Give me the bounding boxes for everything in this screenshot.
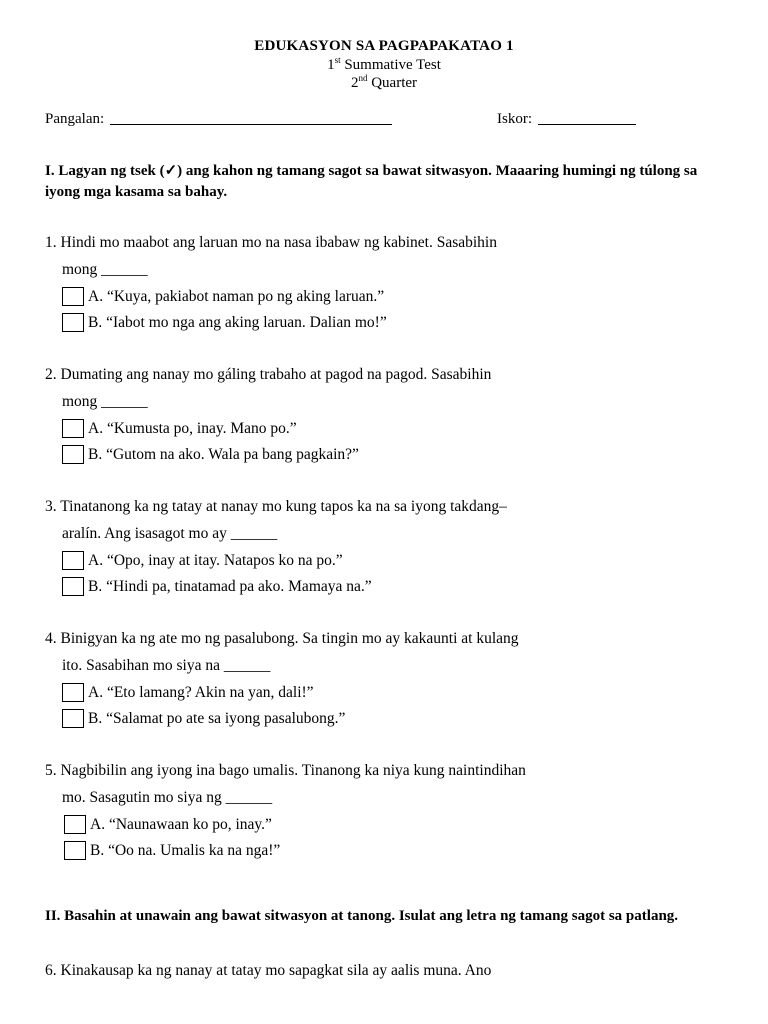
quarter-subtitle — [0, 75, 768, 92]
test-ordinal-suffix: st — [334, 55, 341, 65]
score-blank[interactable] — [538, 110, 636, 125]
question-3-option-a[interactable] — [62, 551, 343, 570]
option-label: A. “Naunawaan ko po, inay.” — [90, 815, 272, 833]
quarter-ordinal-suffix: nd — [358, 73, 368, 83]
question-4-text: 4. Binigyan ka ng ate mo ng pasalubong. Sa tingin mo ay kakaunti at kulang — [45, 630, 519, 647]
option-label: B. “Iabot mo nga ang aking laruan. Dalian mo!” — [88, 313, 387, 331]
option-label: A. “Kumusta po, inay. Mano po.” — [88, 419, 297, 437]
test-ordinal: 1 — [327, 57, 335, 73]
score-field — [497, 110, 636, 128]
checkbox[interactable] — [62, 445, 84, 464]
question-6-text: 6. Kinakausap ka ng nanay at tatay mo sapagkat sila ay aalis muna. Ano — [45, 962, 492, 979]
checkbox[interactable] — [62, 551, 84, 570]
question-2-text: 2. Dumating ang nanay mo gáling trabaho at pagod na pagod. Sasabihin — [45, 366, 492, 383]
option-label: B. “Gutom na ako. Wala pa bang pagkain?” — [88, 445, 359, 463]
question-1-text-cont: mong ______ — [62, 261, 148, 278]
test-subtitle — [0, 57, 768, 74]
question-3-text: 3. Tinatanong ka ng tatay at nanay mo kung tapos ka na sa iyong takdang– — [45, 498, 507, 515]
test-subtitle-rest: Summative Test — [340, 57, 441, 73]
checkbox[interactable] — [62, 313, 84, 332]
option-label: B. “Oo na. Umalis ka na nga!” — [90, 841, 281, 859]
quarter-ordinal: 2 — [350, 75, 359, 91]
question-4-option-b[interactable] — [62, 709, 345, 728]
quarter-subtitle-rest: Quarter — [367, 75, 418, 91]
checkbox[interactable] — [64, 815, 86, 834]
name-field — [45, 110, 392, 128]
score-label: Iskor: — [497, 111, 532, 127]
option-label: B. “Hindi pa, tinatamad pa ako. Mamaya na.” — [88, 577, 372, 595]
checkbox[interactable] — [62, 287, 84, 306]
checkbox[interactable] — [62, 577, 84, 596]
worksheet-title: EDUKASYON SA PAGPAPAKATAO 1 — [254, 38, 514, 54]
name-blank[interactable] — [110, 110, 392, 125]
section-1-instruction: I. Lagyan ng tsek (✓) ang kahon ng tamang sagot sa bawat sitwasyon. Maaaring humingi ng túlong sa iyong mga kasama sa bahay. — [45, 163, 698, 200]
checkbox[interactable] — [62, 709, 84, 728]
question-2-option-b[interactable] — [62, 445, 359, 464]
question-5-text-cont: mo. Sasagutin mo siya ng ______ — [62, 789, 273, 806]
question-2-text-cont: mong ______ — [62, 393, 148, 410]
name-label: Pangalan: — [45, 111, 105, 127]
checkbox[interactable] — [64, 841, 86, 860]
question-5-option-b[interactable] — [64, 841, 280, 860]
section-2-instruction: II. Basahin at unawain ang bawat sitwasyon at tanong. Isulat ang letra ng tamang sagot sa patlang. — [45, 908, 679, 924]
question-5-text: 5. Nagbibilin ang iyong ina bago umalis. Tinanong ka niya kung naintindihan — [45, 762, 526, 779]
option-label: A. “Opo, inay at itay. Natapos ko na po.” — [88, 551, 343, 569]
question-4-text-cont: ito. Sasabihan mo siya na ______ — [62, 657, 271, 674]
question-3-option-b[interactable] — [62, 577, 372, 596]
question-4-option-a[interactable] — [62, 683, 314, 702]
question-3-text-cont: aralín. Ang isasagot mo ay ______ — [62, 525, 278, 542]
question-2-option-a[interactable] — [62, 419, 297, 438]
question-5-option-a[interactable] — [64, 815, 272, 834]
question-1-option-b[interactable] — [62, 313, 387, 332]
option-label: B. “Salamat po ate sa iyong pasalubong.” — [88, 709, 346, 727]
question-1-option-a[interactable] — [62, 287, 384, 306]
checkbox[interactable] — [62, 683, 84, 702]
checkbox[interactable] — [62, 419, 84, 438]
option-label: A. “Eto lamang? Akin na yan, dali!” — [88, 683, 314, 701]
option-label: A. “Kuya, pakiabot naman po ng aking laruan.” — [88, 287, 385, 305]
question-1-text: 1. Hindi mo maabot ang laruan mo na nasa ibabaw ng kabinet. Sasabihin — [45, 234, 497, 251]
